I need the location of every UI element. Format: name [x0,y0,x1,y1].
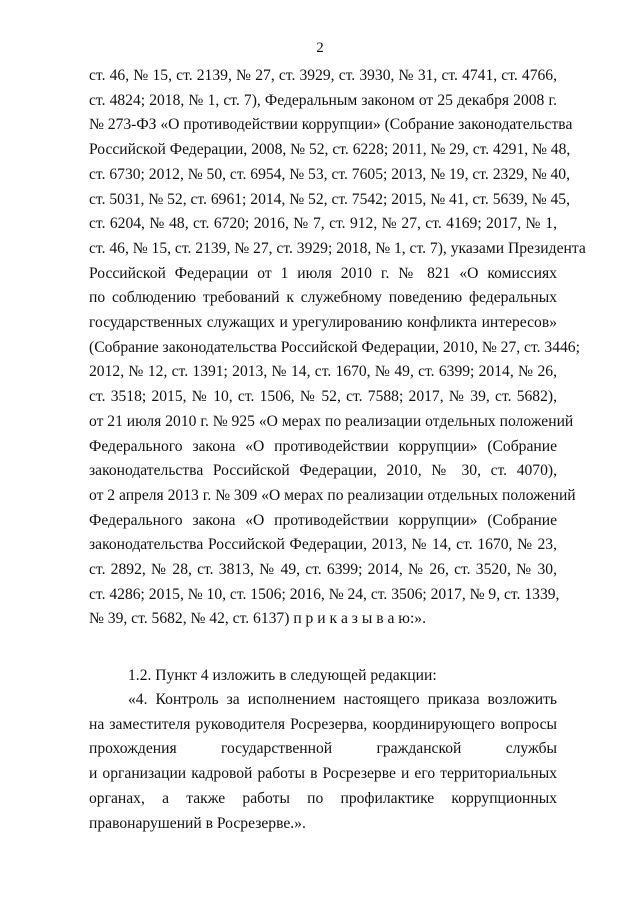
text-line: и организации кадровой работы в Росрезерве и его территориальных [89,765,557,783]
text-line: законодательства Российской Федерации, 2010, № 30, ст. 4070), [89,462,557,480]
paragraph-legal-references [89,64,586,632]
text-line: ст. 4824; 2018, № 1, ст. 7), Федеральным законом от 25 декабря 2008 г. [89,91,557,109]
text-line: от 21 июля 2010 г. № 925 «О мерах по реализации отдельных положений [89,412,574,430]
text-line: ст. 6730; 2012, № 50, ст. 6954, № 53, ст. 7605; 2013, № 19, ст. 2329, № 40, [89,165,570,183]
text-line: на заместителя руководителя Росрезерва, координирующего вопросы [89,715,557,733]
text-line: ст. 2892, № 28, ст. 3813, № 49, ст. 6399; 2014, № 26, ст. 3520, № 30, [89,561,557,579]
text-line: правонарушений в Росрезерве.». [89,814,306,832]
text-line: ст. 4286; 2015, № 10, ст. 1506; 2016, № 24, ст. 3506; 2017, № 9, ст. 1339, [89,585,560,603]
text-line: ст. 6204, № 48, ст. 6720; 2016, № 7, ст. 912, № 27, ст. 4169; 2017, № 1, [89,215,557,233]
text-line: Российской Федерации, 2008, № 52, ст. 6228; 2011, № 29, ст. 4291, № 48, [89,141,571,159]
text-line: Федерального закона «О противодействии коррупции» (Собрание [89,511,557,529]
paragraph-item-4 [89,688,557,836]
text-line: от 2 апреля 2013 г. № 309 «О мерах по реализации отдельных положений [89,486,576,504]
text-line: Федерального закона «О противодействии коррупции» (Собрание [89,437,557,455]
text-line: ст. 46, № 15, ст. 2139, № 27, ст. 3929; 2018, № 1, ст. 7), указами Президента [89,239,586,257]
text-line: 1.2. Пункт 4 изложить в следующей редакции: [128,667,437,684]
text-line: ст. 3518; 2015, № 10, ст. 1506, № 52, ст. 7588; 2017, № 39, ст. 5682), [89,388,557,406]
text-line: органах, а также работы по профилактике коррупционных [89,789,557,807]
text-line: 2012, № 12, ст. 1391; 2013, № 14, ст. 1670, № 49, ст. 6399; 2014, № 26, [89,363,557,381]
text-line: № 273-ФЗ «О противодействии коррупции» (Собрание законодательства [89,116,573,134]
page-number: 2 [316,40,324,56]
paragraph-item-1-2 [89,664,557,689]
text-line: «4. Контроль за исполнением настоящего приказа возложить [128,691,557,708]
text-line: ст. 46, № 15, ст. 2139, № 27, ст. 3929, ст. 3930, № 31, ст. 4741, ст. 4766, [89,67,557,84]
text-line: ст. 5031, № 52, ст. 6961; 2014, № 52, ст. 7542; 2015, № 41, ст. 5639, № 45, [89,190,570,208]
text-line: по соблюдению требований к служебному поведению федеральных [89,289,557,307]
text-line: № 39, ст. 5682, № 42, ст. 6137) п р и к а з ы в а ю:». [89,610,426,628]
text-line: прохождения государственной гражданской службы [89,740,557,758]
text-line: Российской Федерации от 1 июля 2010 г. № 821 «О комиссиях [89,264,557,282]
text-line: (Собрание законодательства Российской Федерации, 2010, № 27, ст. 3446; [89,338,580,356]
text-line: государственных служащих и урегулированию конфликта интересов» [89,314,557,332]
text-line: законодательства Российской Федерации, 2013, № 14, ст. 1670, № 23, [89,536,557,554]
